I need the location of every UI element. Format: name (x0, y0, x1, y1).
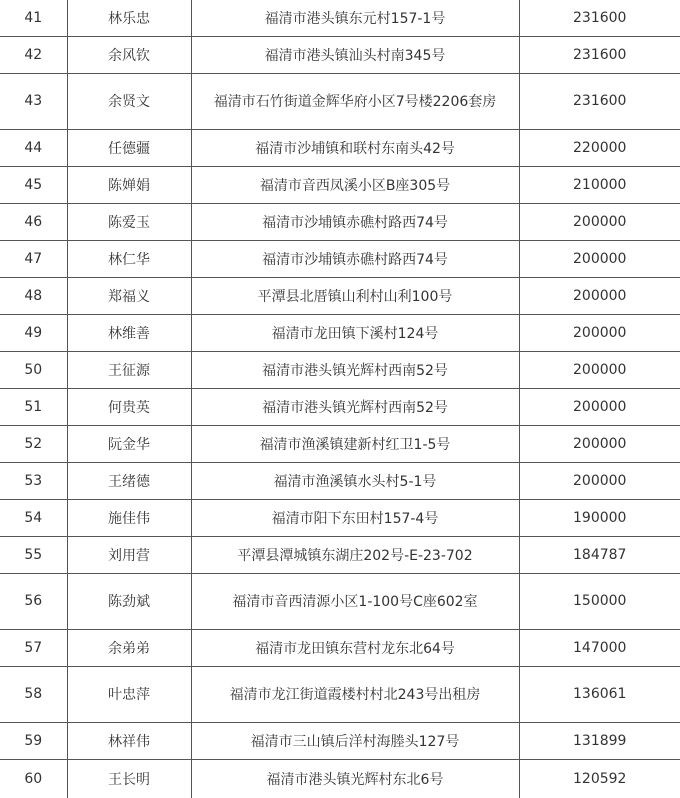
row-index-cell: 52 (0, 425, 67, 462)
amount-cell: 200000 (519, 388, 680, 425)
name-cell: 林祥伟 (67, 722, 191, 759)
address-cell: 福清市石竹街道金辉华府小区7号楼2206套房 (191, 73, 519, 129)
row-index-cell: 50 (0, 351, 67, 388)
name-cell: 陈劲斌 (67, 573, 191, 629)
name-cell: 叶忠萍 (67, 666, 191, 722)
address-cell: 福清市龙田镇下溪村124号 (191, 314, 519, 351)
table-row (0, 759, 680, 798)
row-index-cell: 48 (0, 277, 67, 314)
address-cell: 福清市龙田镇东营村龙东北64号 (191, 629, 519, 666)
name-cell: 郑福义 (67, 277, 191, 314)
amount-cell: 184787 (519, 536, 680, 573)
address-cell: 平潭县北厝镇山利村山利100号 (191, 277, 519, 314)
amount-cell: 200000 (519, 240, 680, 277)
amount-cell: 147000 (519, 629, 680, 666)
name-cell: 阮金华 (67, 425, 191, 462)
amount-cell: 200000 (519, 425, 680, 462)
address-cell: 福清市音西清源小区1-100号C座602室 (191, 573, 519, 629)
table-row (0, 166, 680, 203)
name-cell: 何贵英 (67, 388, 191, 425)
address-cell: 福清市龙江街道霞楼村村北243号出租房 (191, 666, 519, 722)
address-cell: 福清市港头镇光辉村西南52号 (191, 351, 519, 388)
amount-cell: 120592 (519, 759, 680, 798)
address-cell: 福清市音西凤溪小区B座305号 (191, 166, 519, 203)
table-row (0, 573, 680, 629)
row-index-cell: 45 (0, 166, 67, 203)
row-index-cell: 42 (0, 36, 67, 73)
table-row (0, 277, 680, 314)
name-cell: 王绪德 (67, 462, 191, 499)
row-index-cell: 57 (0, 629, 67, 666)
table-row (0, 203, 680, 240)
address-cell: 福清市沙埔镇和联村东南头42号 (191, 129, 519, 166)
amount-cell: 200000 (519, 277, 680, 314)
amount-cell: 131899 (519, 722, 680, 759)
address-cell: 福清市港头镇光辉村西南52号 (191, 388, 519, 425)
table-row (0, 536, 680, 573)
table-row (0, 425, 680, 462)
row-index-cell: 46 (0, 203, 67, 240)
address-cell: 福清市渔溪镇建新村红卫1-5号 (191, 425, 519, 462)
amount-cell: 210000 (519, 166, 680, 203)
name-cell: 林乐忠 (67, 0, 191, 36)
row-index-cell: 43 (0, 73, 67, 129)
row-index-cell: 49 (0, 314, 67, 351)
table-row (0, 0, 680, 36)
address-cell: 福清市港头镇汕头村南345号 (191, 36, 519, 73)
table-row (0, 666, 680, 722)
amount-cell: 136061 (519, 666, 680, 722)
name-cell: 林仁华 (67, 240, 191, 277)
address-cell: 福清市渔溪镇水头村5-1号 (191, 462, 519, 499)
name-cell: 余贤文 (67, 73, 191, 129)
amount-cell: 200000 (519, 314, 680, 351)
amount-cell: 231600 (519, 73, 680, 129)
row-index-cell: 51 (0, 388, 67, 425)
name-cell: 王征源 (67, 351, 191, 388)
table-row (0, 240, 680, 277)
amount-cell: 190000 (519, 499, 680, 536)
amount-cell: 200000 (519, 351, 680, 388)
address-cell: 福清市港头镇光辉村东北6号 (191, 759, 519, 798)
row-index-cell: 58 (0, 666, 67, 722)
address-cell: 福清市沙埔镇赤礁村路西74号 (191, 203, 519, 240)
row-index-cell: 53 (0, 462, 67, 499)
table-row (0, 351, 680, 388)
row-index-cell: 55 (0, 536, 67, 573)
table-row (0, 36, 680, 73)
table-row (0, 314, 680, 351)
name-cell: 陈婵娟 (67, 166, 191, 203)
address-cell: 福清市港头镇东元村157-1号 (191, 0, 519, 36)
row-index-cell: 41 (0, 0, 67, 36)
table-row (0, 73, 680, 129)
table-row (0, 388, 680, 425)
name-cell: 王长明 (67, 759, 191, 798)
name-cell: 刘用营 (67, 536, 191, 573)
name-cell: 余风钦 (67, 36, 191, 73)
amount-cell: 220000 (519, 129, 680, 166)
amount-cell: 231600 (519, 36, 680, 73)
table-row (0, 129, 680, 166)
address-cell: 福清市阳下东田村157-4号 (191, 499, 519, 536)
table-row (0, 462, 680, 499)
name-cell: 林维善 (67, 314, 191, 351)
row-index-cell: 44 (0, 129, 67, 166)
name-cell: 余弟弟 (67, 629, 191, 666)
name-cell: 陈爱玉 (67, 203, 191, 240)
row-index-cell: 56 (0, 573, 67, 629)
amount-cell: 150000 (519, 573, 680, 629)
table-row (0, 499, 680, 536)
name-cell: 任德疆 (67, 129, 191, 166)
address-cell: 福清市三山镇后洋村海塍头127号 (191, 722, 519, 759)
amount-cell: 231600 (519, 0, 680, 36)
amount-cell: 200000 (519, 462, 680, 499)
address-cell: 平潭县潭城镇东湖庄202号-E-23-702 (191, 536, 519, 573)
row-index-cell: 47 (0, 240, 67, 277)
name-cell: 施佳伟 (67, 499, 191, 536)
row-index-cell: 54 (0, 499, 67, 536)
table-row (0, 722, 680, 759)
row-index-cell: 59 (0, 722, 67, 759)
row-index-cell: 60 (0, 759, 67, 798)
table-row (0, 629, 680, 666)
amount-cell: 200000 (519, 203, 680, 240)
address-cell: 福清市沙埔镇赤礁村路西74号 (191, 240, 519, 277)
